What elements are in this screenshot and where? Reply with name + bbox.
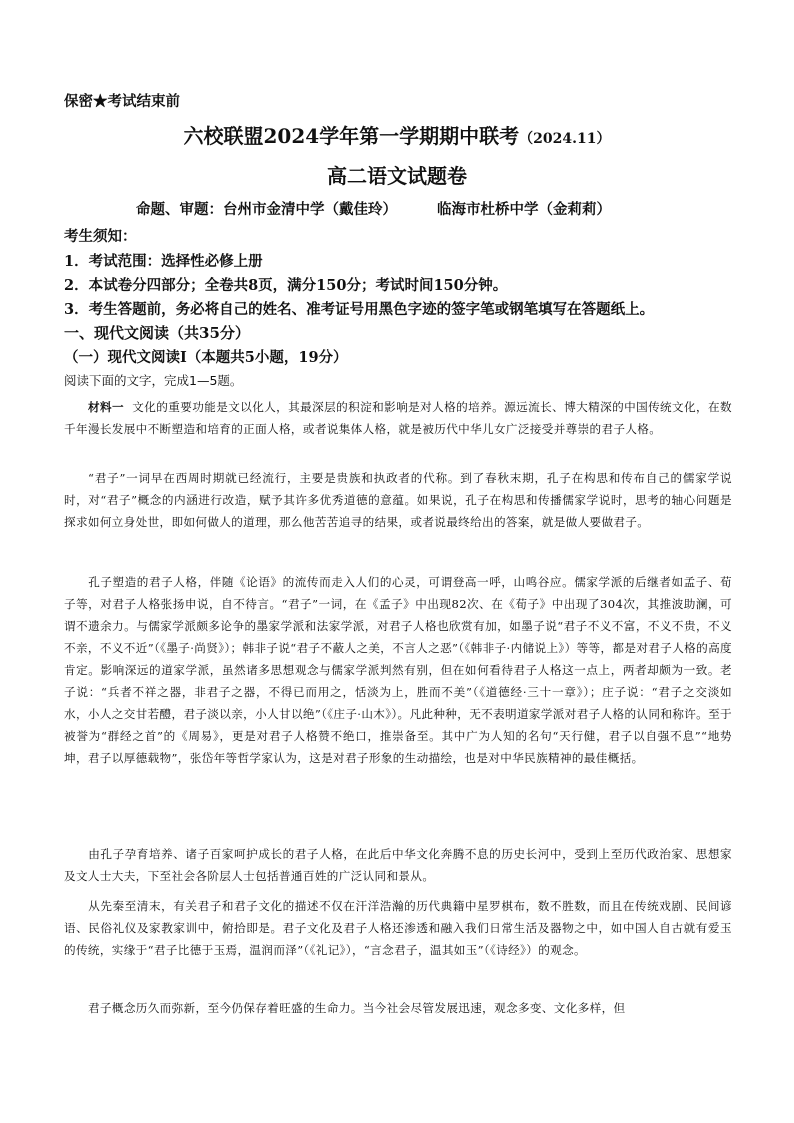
exam-date: （2024.11） [519, 131, 611, 147]
material-paragraph-2 [64, 467, 732, 533]
reading-instruction: 阅读下面的文字，完成1—5题。 [64, 373, 243, 388]
exam-subtitle: 高二语文试题卷 [327, 164, 467, 188]
material-paragraph-6 [64, 997, 732, 1019]
notice-heading: 考生须知： [64, 228, 137, 245]
paragraph-text: 君子概念历久而弥新，至今仍保存着旺盛的生命力。当今社会尽管发展迅速，观念多变、文化多样，但 [88, 1001, 626, 1015]
author-left: 命题、审题：台州市金清中学（戴佳玲） [136, 201, 397, 218]
notice-item-1: 1．考试范围：选择性必修上册 [64, 253, 263, 270]
section-subtitle: （一）现代文阅读Ⅰ（本题共5小题，19分） [64, 349, 348, 366]
paragraph-text: 从先秦至清末，有关君子和君子文化的描述不仅在汗洋浩瀚的历代典籍中星罗棋布，数不胜数，而且在传统戏剧、民间谚语、民俗礼仪及家教家训中，俯拾即是。君子文化及君子人格还渗透和融入我们日常生活及器物之中，如中国人自古就有爱玉的传统，实缘于“君子比德于玉焉，温润而泽”（《礼记》），“言念君子，温其如玉”（《诗经》）的观念。 [64, 899, 732, 957]
paragraph-text: 由孔子孕育培养、诸子百家呵护成长的君子人格，在此后中华文化奔腾不息的历史长河中，受到上至历代政治家、思想家及文人士大夫，下至社会各阶层人士包括普通百姓的广泛认同和景从。 [64, 847, 732, 883]
section-title: 一、现代文阅读（共35分） [64, 324, 250, 342]
paragraph-text: 孔子塑造的君子人格，伴随《论语》的流传而走入人们的心灵，可谓登高一呼，山鸣谷应。儒家学派的后继者如孟子、荀子等，对君子人格张扬申说，自不待言。“君子”一词，在《孟子》中出现82次、在《荀子》中出现了304次，其推波助澜，可谓不遗余力。与儒家学派颇多论争的墨家学派和法家学派，对君子人格也欣赏有加，如墨子说“君子不义不富，不义不贵，不义不亲，不义不近”（《墨子·尚贤》）；韩非子说“君子不蔽人之美，不言人之恶”（《韩非子·内储说上》）等等，都是对君子人格的高度肯定。影响深远的道家学派，虽然诸多思想观念与儒家学派判然有别，但在如何看待君子人格这一点上，两者却颇为一致。老子说：“兵者不祥之器，非君子之器，不得已而用之，恬淡为上，胜而不美”（《道德经·三十一章》）；庄子说：“君子之交淡如水，小人之交甘若醴，君子淡以亲，小人甘以绝”（《庄子·山木》）。凡此种种，无不表明道家学派对君子人格的认同和称许。至于被誉为“群经之首”的《周易》，更是对君子人格赞不绝口，推崇备至。其中广为人知的名句“天行健，君子以自强不息”“地势坤，君子以厚德载物”，张岱年等哲学家认为，这是对君子形象的生动描绘，也是对中华民族精神的最佳概括。 [64, 575, 732, 765]
exam-title [0, 120, 794, 149]
material-paragraph-1 [64, 396, 732, 440]
notice-item-3: 3．考生答题前，务必将自己的姓名、准考证号用黑色字迹的签字笔或钢笔填写在答题纸上。 [64, 301, 655, 318]
material-label: 材料一 [88, 400, 125, 414]
author-right: 临海市杜桥中学（金莉莉） [437, 201, 611, 218]
paragraph-text: 文化的重要功能是文以化人，其最深层的积淀和影响是对人格的培养。源远流长、博大精深的中国传统文化，在数千年漫长发展中不断塑造和培育的正面人格，或者说集体人格，就是被历代中华儿女广泛接受并尊崇的君子人格。 [64, 400, 732, 436]
paragraph-text: “君子”一词早在西周时期就已经流行，主要是贵族和执政者的代称。到了春秋末期，孔子在构思和传布自己的儒家学说时，对“君子”概念的内涵进行改造，赋予其许多优秀道德的意蕴。如果说，孔子在构思和传播儒家学说时，思考的轴心问题是探求如何立身处世，即如何做人的道理，那么他苦苦追寻的结果，或者说最终给出的答案，就是做人要做君子。 [64, 471, 732, 529]
material-paragraph-3 [64, 571, 732, 769]
material-paragraph-4 [64, 843, 732, 887]
material-paragraph-5 [64, 895, 732, 961]
exam-title-text: 六校联盟2024学年第一学期期中联考 [183, 124, 520, 148]
exam-authors [136, 198, 611, 219]
notice-item-2: 2．本试卷分四部分；全卷共8页，满分150分；考试时间150分钟。 [64, 277, 508, 294]
confidential-label: 保密★考试结束前 [64, 93, 180, 110]
